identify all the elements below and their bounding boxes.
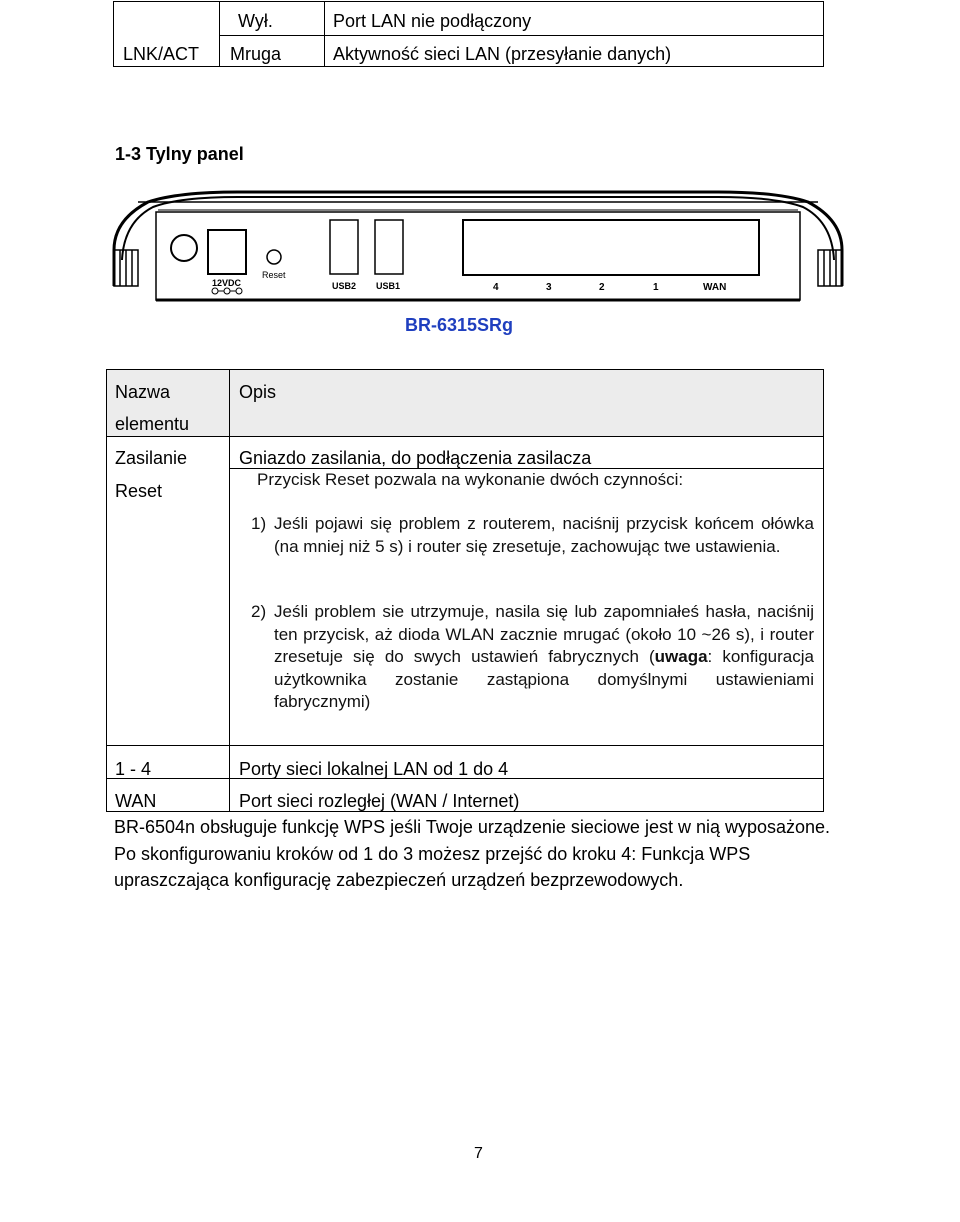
reset-item1-text: Jeśli pojawi się problem z routerem, naciśnij przycisk końcem ołówka (na mniej niż 5 s) i router się zresetuje, zachowując twe ustawienia. xyxy=(274,514,814,556)
reset-intro: Przycisk Reset pozwala na wykonanie dwóch czynności: xyxy=(257,470,684,489)
power-name: Zasilanie xyxy=(115,448,188,468)
port-3-label: 3 xyxy=(546,282,552,293)
reset-item2-number: 2) xyxy=(251,602,267,621)
wan-row xyxy=(106,778,824,812)
usb1-label: USB1 xyxy=(376,281,401,291)
lan-description: Porty sieci lokalnej LAN od 1 do 4 xyxy=(239,759,509,779)
lan-name: 1 - 4 xyxy=(115,759,152,779)
led-state-blink: Mruga xyxy=(230,44,282,64)
element-table xyxy=(106,369,824,746)
model-name: BR-6315SRg xyxy=(405,315,514,335)
power-port-label: 12VDC xyxy=(212,278,242,288)
page-number: 7 xyxy=(474,1145,483,1162)
header-name-line2: elementu xyxy=(115,414,190,434)
led-desc-off: Port LAN nie podłączony xyxy=(333,11,532,31)
led-desc-blink: Aktywność sieci LAN (przesyłanie danych) xyxy=(333,44,672,64)
section-title: 1-3 Tylny panel xyxy=(115,144,244,164)
reset-item2-emphasis: uwaga xyxy=(654,647,708,666)
led-label: LNK/ACT xyxy=(123,44,200,64)
wan-description: Port sieci rozległej (WAN / Internet) xyxy=(239,791,520,811)
led-state-off: Wył. xyxy=(238,11,273,31)
reset-port-label: Reset xyxy=(262,270,286,280)
wan-port-label: WAN xyxy=(703,282,727,293)
port-1-label: 1 xyxy=(653,282,659,293)
reset-item1-number: 1) xyxy=(251,514,267,533)
router-rear-panel-image xyxy=(108,190,848,310)
header-name-line1: Nazwa xyxy=(115,382,171,402)
usb2-label: USB2 xyxy=(332,281,357,291)
port-4-label: 4 xyxy=(493,282,499,293)
reset-item2-text: Jeśli problem sie utrzymuje, nasila się lub zapomniałeś hasła, naciśnij ten przycisk, aż dioda WLAN zacznie mrugać (około 10 ~26 s), i router zresetuje się do swych ustawień fabrycznych (uwaga: konfiguracja użytkownika zostanie zastąpiona domyślnymi ustawieniami fabrycznymi) xyxy=(274,602,814,711)
lan-row xyxy=(106,745,824,779)
power-description: Gniazdo zasilania, do podłączenia zasilacza xyxy=(239,448,592,468)
header-description: Opis xyxy=(239,382,277,402)
port-2-label: 2 xyxy=(599,282,605,293)
reset-name: Reset xyxy=(115,481,163,501)
wan-name: WAN xyxy=(115,791,157,811)
led-status-table xyxy=(113,1,824,67)
wps-note: BR-6504n obsługuje funkcję WPS jeśli Twoje urządzenie sieciowe jest w nią wyposażone. Po skonfigurowaniu kroków od 1 do 3 możesz przejść do kroku 4: Funkcja WPS upraszczająca konfigurację zabezpieczeń urządzeń bezprzewodowych. xyxy=(114,817,831,890)
